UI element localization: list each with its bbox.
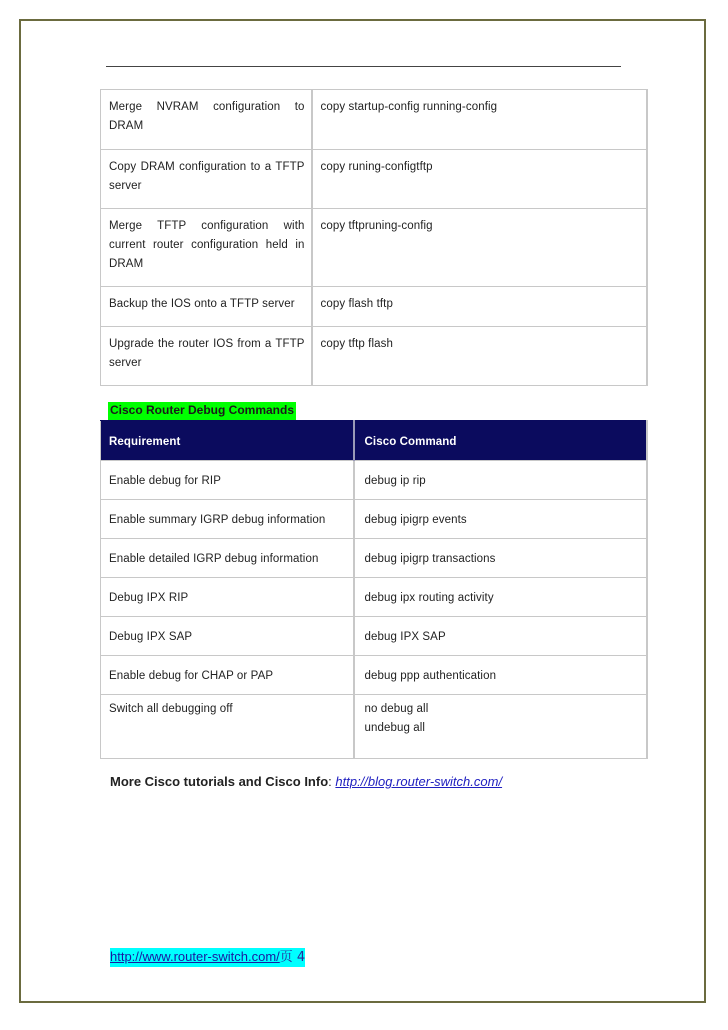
requirement-cell [101, 287, 312, 327]
requirement-cell [101, 150, 312, 209]
requirement-text: Merge TFTP configuration with current router configuration held in DRAM [109, 220, 305, 270]
requirement-cell: Debug IPX SAP [101, 617, 354, 656]
table-row [101, 150, 648, 209]
table-row [101, 539, 648, 578]
requirement-cell: Enable debug for CHAP or PAP [101, 656, 354, 695]
requirement-text: Copy DRAM configuration to a TFTP server [109, 161, 305, 192]
table-row [101, 90, 648, 150]
requirement-text: Backup the IOS onto a TFTP server [109, 298, 295, 310]
table-row [101, 500, 648, 539]
table-row [101, 209, 648, 287]
command-text: copy runing-configtftp [320, 161, 433, 173]
table-header-row [101, 421, 648, 461]
command-cell [312, 90, 648, 150]
table-row [101, 287, 648, 327]
command-line: undebug all [364, 722, 426, 734]
page-number: 页 4 [279, 950, 306, 965]
command-cell: debug ipigrp events [354, 500, 648, 539]
blog-link[interactable]: http://blog.router-switch.com/ [335, 774, 503, 789]
requirement-cell: Enable debug for RIP [101, 461, 354, 500]
requirement-cell: Enable summary IGRP debug information [101, 500, 354, 539]
command-line: no debug all [364, 703, 429, 715]
config-commands-table [100, 89, 648, 386]
header-rule [106, 66, 621, 67]
header-requirement: Requirement [101, 421, 354, 461]
requirement-cell: Switch all debugging off [101, 695, 354, 759]
command-cell: debug IPX SAP [354, 617, 648, 656]
table-row [101, 327, 648, 386]
command-cell [312, 327, 648, 386]
header-command: Cisco Command [354, 421, 648, 461]
more-info-line [110, 773, 502, 791]
table-row [101, 695, 648, 759]
requirement-cell [101, 90, 312, 150]
command-cell: debug ipx routing activity [354, 578, 648, 617]
command-text: copy startup-config running-config [320, 101, 498, 113]
requirement-text: Merge NVRAM configuration to DRAM [109, 101, 305, 132]
command-text: copy tftp flash [320, 338, 393, 350]
command-cell: debug ip rip [354, 461, 648, 500]
command-cell: debug ppp authentication [354, 656, 648, 695]
command-cell: debug ipigrp transactions [354, 539, 648, 578]
footer-link[interactable]: http://www.router-switch.com/ [110, 949, 280, 964]
command-text: copy tftpruning-config [320, 220, 433, 232]
debug-commands-table [100, 420, 648, 759]
more-info-label: More Cisco tutorials and Cisco Info [110, 774, 329, 789]
table-row [101, 617, 648, 656]
requirement-cell: Enable detailed IGRP debug information [101, 539, 354, 578]
table-row [101, 461, 648, 500]
command-text: copy flash tftp [320, 298, 393, 310]
command-cell [354, 695, 648, 759]
requirement-cell [101, 327, 312, 386]
command-cell [312, 209, 648, 287]
requirement-cell: Debug IPX RIP [101, 578, 354, 617]
more-info-colon: : [328, 774, 332, 789]
section-title: Cisco Router Debug Commands [108, 402, 296, 420]
command-cell [312, 287, 648, 327]
requirement-text: Upgrade the router IOS from a TFTP server [109, 338, 305, 369]
page-footer [110, 948, 305, 967]
table-row [101, 656, 648, 695]
requirement-cell [101, 209, 312, 287]
table-row [101, 578, 648, 617]
command-cell [312, 150, 648, 209]
